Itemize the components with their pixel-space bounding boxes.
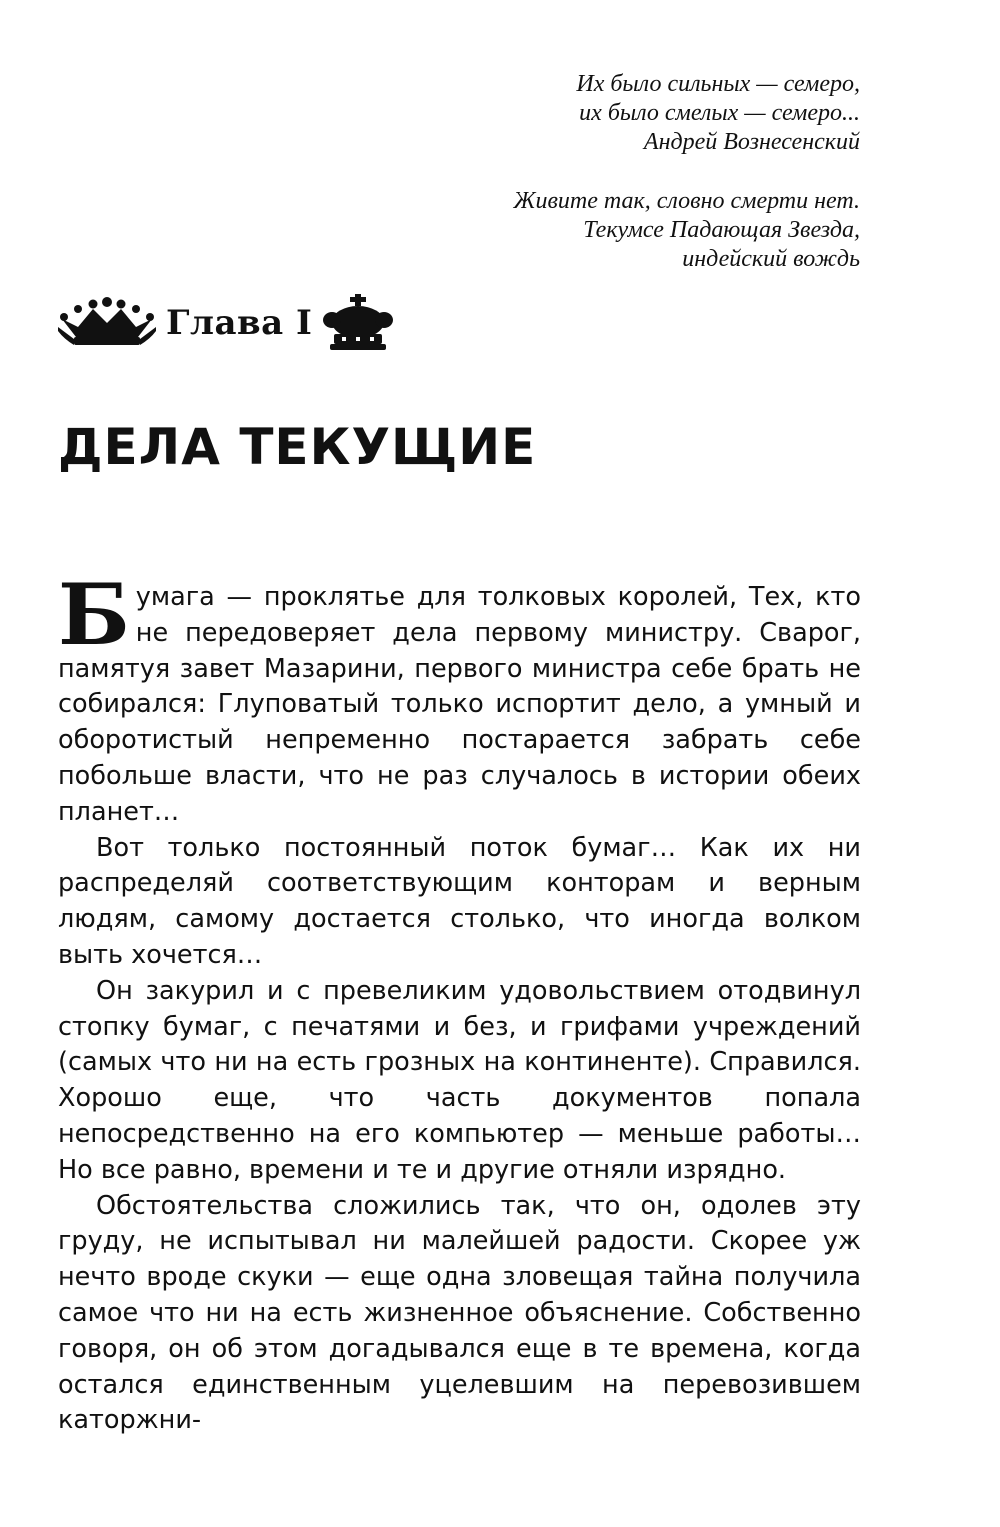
chapter-body bbox=[58, 565, 861, 1439]
chapter-heading bbox=[58, 288, 394, 358]
crown-icon bbox=[322, 294, 394, 352]
epigraph-line: Живите так, словно смерти нет. bbox=[513, 188, 860, 214]
paragraph bbox=[58, 565, 861, 831]
epigraph-author: индейский вождь bbox=[682, 246, 860, 272]
epigraph-line: их было смелых — семеро... bbox=[579, 100, 860, 126]
chapter-title: ДЕЛА ТЕКУЩИЕ bbox=[58, 418, 537, 476]
paragraph-text: умага — проклятье для толковых королей, Тех, кто не передоверяет дела первому министру. Сварог, памятуя завет Мазарини, первого министра себе брать не собирался: Глуповатый только испортит дело, а умный и оборотистый непременно постарается забрать себе побольше власти, что не раз случалось в истории обеих планет… bbox=[58, 582, 861, 827]
epigraph-author: Текумсе Падающая Звезда, bbox=[583, 217, 860, 243]
epigraph-author: Андрей Вознесенский bbox=[643, 129, 860, 155]
paragraph: Он закурил и с превеликим удовольствием отодвинул стопку бумаг, с печатями и без, и грифами учреждений (самых что ни на есть грозных на континенте). Справился. Хорошо еще, что часть документов попала непосредственно на его компьютер — меньше работы… Но все равно, времени и те и другие отняли изрядно. bbox=[58, 975, 861, 1185]
epigraph bbox=[380, 187, 860, 274]
paragraph: Вот только постоянный поток бумаг… Как их ни распределяй соответствующим конторам и верным людям, самому достается столько, что иногда волком выть хочется… bbox=[58, 832, 861, 970]
epigraphs bbox=[380, 70, 860, 304]
paragraph: Обстоятельства сложились так, что он, одолев эту груду, не испытывал ни малейшей радости. Скорее уж нечто вроде скуки — еще одна зловещая тайна получила самое что ни на есть жизненное объяснение. Собственно говоря, он об этом догадывался еще в те времена, когда остался единственным уцелевшим на перевозившем каторжни- bbox=[58, 1190, 861, 1436]
epigraph bbox=[380, 70, 860, 157]
chapter-label: Глава I bbox=[166, 303, 313, 343]
drop-cap: Б bbox=[58, 565, 130, 664]
epigraph-line: Их было сильных — семеро, bbox=[576, 71, 860, 97]
crown-icon bbox=[58, 297, 156, 349]
